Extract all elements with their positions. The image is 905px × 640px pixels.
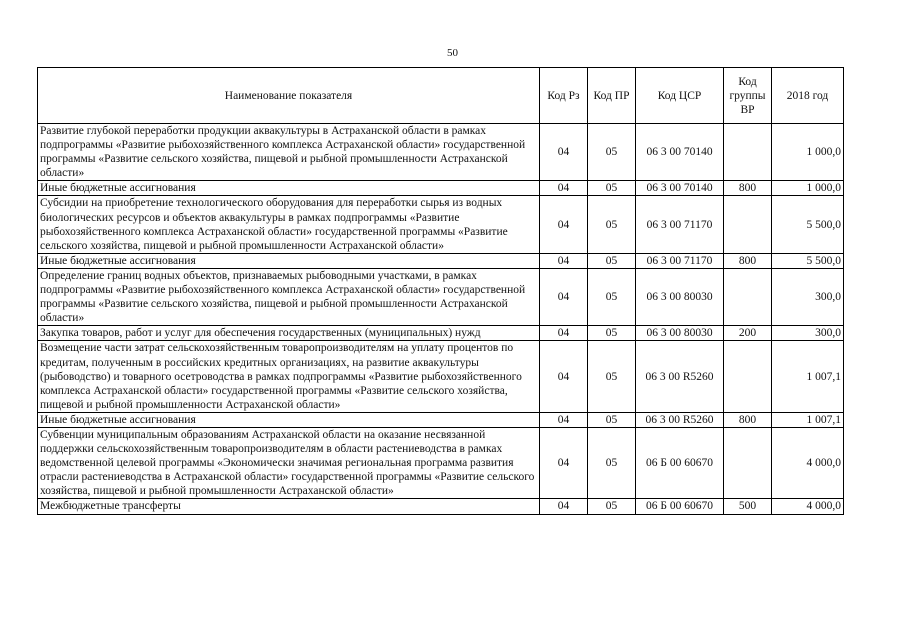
row-csr: 06 3 00 R5260 — [636, 341, 724, 412]
header-pr: Код ПР — [588, 68, 636, 124]
row-name: Развитие глубокой переработки продукции аквакультуры в Астраханской области в рамках подпрограммы «Развитие рыбохозяйственного комплекса Астраханской области» государственной программы «Развитие сельского хозяйства, пищевой и рыбной промышленности Астраханской области» — [38, 124, 540, 181]
row-pr: 05 — [588, 499, 636, 514]
table-row — [38, 499, 844, 514]
table-row — [38, 196, 844, 253]
row-name: Субвенции муниципальным образованиям Астраханской области на оказание несвязанной поддержки сельскохозяйственным товаропроизводителям в области растениеводства в рамках ведомственной целевой программы «Экономически значимая региональная программа развития отрасли растениеводства в Астраханской области» государственной программы «Развитие сельского хозяйства, пищевой и рыбной промышленности Астраханской области» — [38, 427, 540, 498]
row-vr — [724, 124, 772, 181]
row-name: Иные бюджетные ассигнования — [38, 412, 540, 427]
row-pr: 05 — [588, 181, 636, 196]
row-vr — [724, 268, 772, 325]
row-csr: 06 3 00 70140 — [636, 181, 724, 196]
row-amount: 1 007,1 — [772, 412, 844, 427]
header-vr: Код группы ВР — [724, 68, 772, 124]
row-csr: 06 3 00 80030 — [636, 268, 724, 325]
row-vr: 200 — [724, 326, 772, 341]
table-row — [38, 268, 844, 325]
row-pr: 05 — [588, 124, 636, 181]
row-rz: 04 — [540, 326, 588, 341]
header-rz: Код Рз — [540, 68, 588, 124]
row-amount: 300,0 — [772, 326, 844, 341]
row-amount: 1 000,0 — [772, 124, 844, 181]
row-csr: 06 3 00 70140 — [636, 124, 724, 181]
row-amount: 1 000,0 — [772, 181, 844, 196]
row-rz: 04 — [540, 341, 588, 412]
row-name: Субсидии на приобретение технологического оборудования для переработки сырья из водных биологических ресурсов и объектов аквакультуры в рамках подпрограммы «Развитие рыбохозяйственного комплекса Астраханской области» государственной программы «Развитие сельского хозяйства, пищевой и рыбной промышленности Астраханской области» — [38, 196, 540, 253]
header-name: Наименование показателя — [38, 68, 540, 124]
header-csr: Код ЦСР — [636, 68, 724, 124]
row-name: Иные бюджетные ассигнования — [38, 181, 540, 196]
row-amount: 4 000,0 — [772, 427, 844, 498]
table-row — [38, 427, 844, 498]
row-pr: 05 — [588, 196, 636, 253]
row-pr: 05 — [588, 268, 636, 325]
row-csr: 06 3 00 71170 — [636, 253, 724, 268]
row-csr: 06 3 00 R5260 — [636, 412, 724, 427]
table-row — [38, 326, 844, 341]
table-row — [38, 181, 844, 196]
row-pr: 05 — [588, 326, 636, 341]
table-row — [38, 341, 844, 412]
row-pr: 05 — [588, 412, 636, 427]
row-amount: 5 500,0 — [772, 253, 844, 268]
row-rz: 04 — [540, 427, 588, 498]
table-row — [38, 253, 844, 268]
row-amount: 5 500,0 — [772, 196, 844, 253]
row-vr: 800 — [724, 181, 772, 196]
row-vr — [724, 427, 772, 498]
row-amount: 300,0 — [772, 268, 844, 325]
table-row — [38, 124, 844, 181]
row-vr: 500 — [724, 499, 772, 514]
row-rz: 04 — [540, 196, 588, 253]
row-pr: 05 — [588, 427, 636, 498]
row-amount: 1 007,1 — [772, 341, 844, 412]
row-rz: 04 — [540, 253, 588, 268]
row-rz: 04 — [540, 412, 588, 427]
table-row — [38, 412, 844, 427]
row-name: Иные бюджетные ассигнования — [38, 253, 540, 268]
row-csr: 06 3 00 80030 — [636, 326, 724, 341]
row-rz: 04 — [540, 124, 588, 181]
page-number: 50 — [447, 47, 458, 59]
row-name: Закупка товаров, работ и услуг для обеспечения государственных (муниципальных) нужд — [38, 326, 540, 341]
row-amount: 4 000,0 — [772, 499, 844, 514]
row-rz: 04 — [540, 181, 588, 196]
row-pr: 05 — [588, 253, 636, 268]
row-name: Определение границ водных объектов, признаваемых рыбоводными участками, в рамках подпрограммы «Развитие рыбохозяйственного комплекса Астраханской области» государственной программы «Развитие сельского хозяйства, пищевой и рыбной промышленности Астраханской области» — [38, 268, 540, 325]
budget-table — [37, 67, 844, 515]
row-csr: 06 3 00 71170 — [636, 196, 724, 253]
row-rz: 04 — [540, 268, 588, 325]
row-pr: 05 — [588, 341, 636, 412]
row-vr: 800 — [724, 412, 772, 427]
row-vr — [724, 341, 772, 412]
row-vr — [724, 196, 772, 253]
header-row — [38, 68, 844, 124]
row-name: Возмещение части затрат сельскохозяйственным товаропроизводителям на уплату процентов по кредитам, полученным в российских кредитных организациях, на развитие аквакультуры (рыбоводство) и товарного осетроводства в рамках подпрограммы «Развитие рыбохозяйственного комплекса Астраханской области» государственной программы «Развитие сельского хозяйства, пищевой и рыбной промышленности Астраханской области» — [38, 341, 540, 412]
row-vr: 800 — [724, 253, 772, 268]
row-csr: 06 Б 00 60670 — [636, 427, 724, 498]
row-rz: 04 — [540, 499, 588, 514]
header-year: 2018 год — [772, 68, 844, 124]
row-name: Межбюджетные трансферты — [38, 499, 540, 514]
row-csr: 06 Б 00 60670 — [636, 499, 724, 514]
